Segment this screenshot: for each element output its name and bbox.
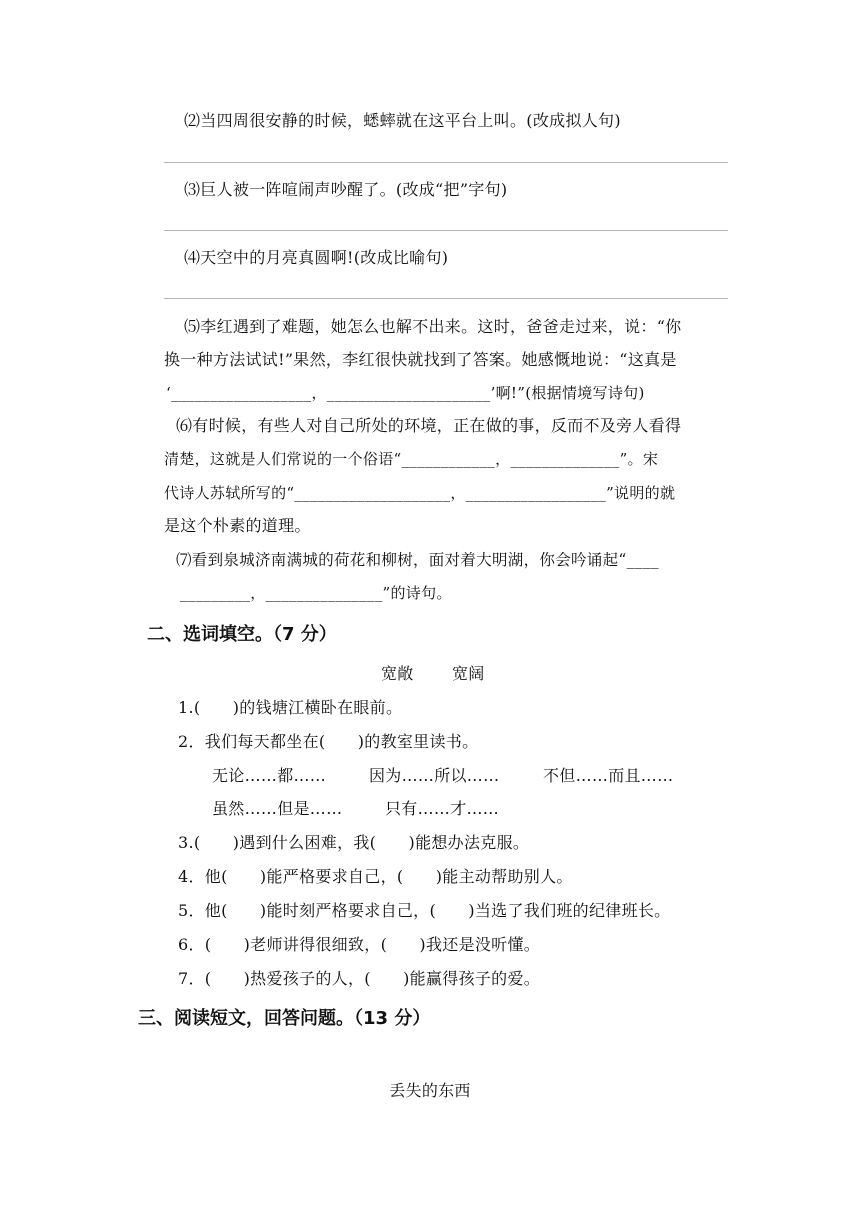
question-6-line-1: ⑹有时候，有些人对自己所处的环境，正在做的事，反而不及旁人看得 bbox=[176, 416, 682, 435]
fill-question-6: 6．( )老师讲得很细致，( )我还是没听懂。 bbox=[178, 935, 541, 954]
conjunction-5: 只有……才…… bbox=[385, 799, 500, 818]
question-7-line-1: ⑺看到泉城济南满城的荷花和柳树，面对着大明湖，你会吟诵起“____ bbox=[176, 551, 659, 569]
question-6-line-2: 清楚，这就是人们常说的一个俗语“____________，______________”。宋 bbox=[164, 450, 659, 468]
conjunction-1: 无论……都…… bbox=[212, 766, 327, 785]
conjunction-2: 因为……所以…… bbox=[369, 766, 500, 785]
question-7-line-2: _________，_______________”的诗句。 bbox=[180, 584, 452, 602]
answer-line-3 bbox=[164, 230, 728, 231]
answer-line-2 bbox=[164, 162, 728, 163]
conjunction-3: 不但……而且…… bbox=[543, 766, 674, 785]
question-5-line-2: 换一种方法试试!”果然，李红很快就找到了答案。她感慨地说：“这真是 bbox=[164, 350, 677, 369]
fill-question-3: 3.( )遇到什么困难，我( )能想办法克服。 bbox=[178, 833, 530, 852]
question-5-line-1: ⑸李红遇到了难题，她怎么也解不出来。这时，爸爸走过来，说：“你 bbox=[184, 317, 682, 336]
question-5-line-3: ‘__________________，_____________________’啊!”(根据情境写诗句) bbox=[166, 384, 645, 402]
word-option-2: 宽阔 bbox=[452, 664, 485, 683]
question-4-text: ⑷天空中的月亮真圆啊!(改成比喻句) bbox=[184, 248, 449, 267]
word-option-1: 宽敞 bbox=[381, 664, 414, 683]
passage-title: 丢失的东西 bbox=[389, 1081, 471, 1100]
section-2-heading: 二、选词填空。（7 分） bbox=[147, 624, 337, 645]
fill-question-4: 4．他( )能严格要求自己，( )能主动帮助别人。 bbox=[178, 867, 573, 886]
question-6-line-4: 是这个朴素的道理。 bbox=[164, 516, 311, 535]
conjunction-4: 虽然……但是…… bbox=[212, 799, 343, 818]
section-3-heading: 三、阅读短文，回答问题。（13 分） bbox=[138, 1008, 431, 1029]
question-2-text: ⑵当四周很安静的时候，蟋蟀就在这平台上叫。(改成拟人句) bbox=[184, 111, 621, 130]
fill-question-5: 5．他( )能时刻严格要求自己，( )当选了我们班的纪律班长。 bbox=[178, 901, 671, 920]
question-3-text: ⑶巨人被一阵喧闹声吵醒了。(改成“把”字句) bbox=[184, 180, 508, 199]
answer-line-4 bbox=[164, 298, 728, 299]
fill-question-7: 7．( )热爱孩子的人，( )能赢得孩子的爱。 bbox=[178, 969, 541, 988]
fill-question-1: 1.( )的钱塘江横卧在眼前。 bbox=[178, 698, 403, 717]
fill-question-2: 2．我们每天都坐在( )的教室里读书。 bbox=[178, 732, 479, 751]
question-6-line-3: 代诗人苏轼所写的“____________________，__________________”说明的就 bbox=[164, 484, 676, 502]
